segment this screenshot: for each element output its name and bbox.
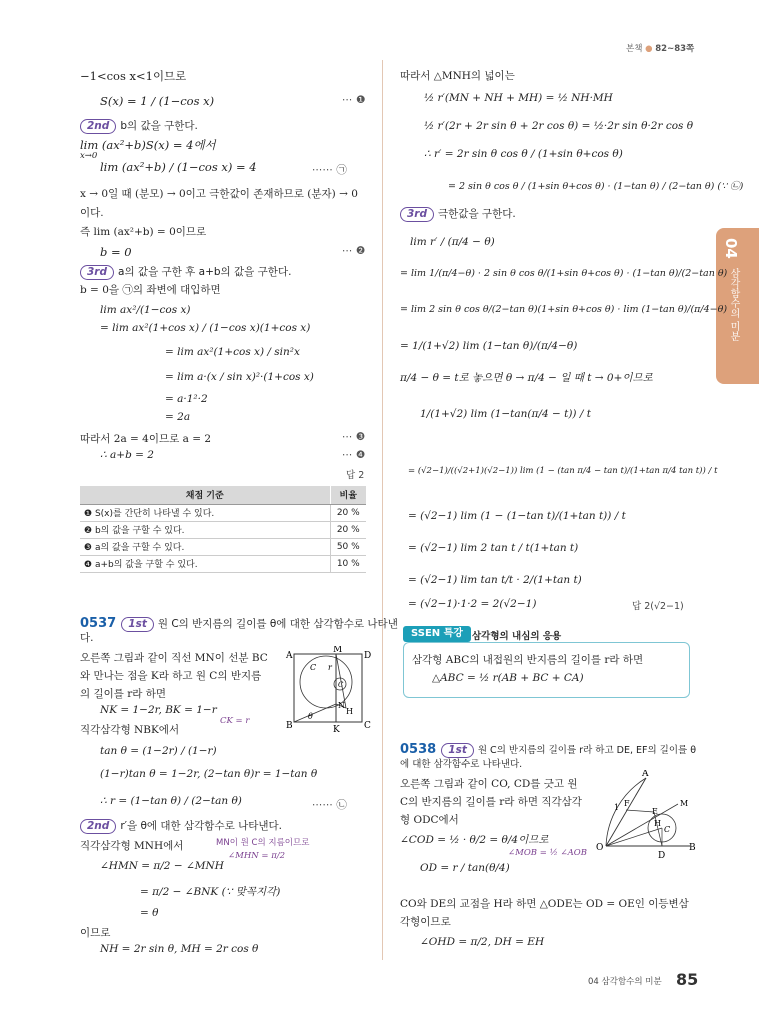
header-book-ref: 본책	[626, 44, 643, 54]
right-line-8: = lim 2 sin θ cos θ/(2−tan θ)(1+sin θ+cos θ) · lim (1−tan θ)/(π/4−θ)	[400, 304, 728, 315]
fig537-label: M	[333, 646, 343, 655]
left-line-6: 이다.	[80, 207, 104, 219]
fig538-label: D	[658, 851, 666, 860]
fig538-label: H	[654, 819, 661, 828]
score-header-criteria: 채점 기준	[80, 486, 330, 504]
left-math-1a: lim ax²/(1−cos x)	[100, 304, 191, 316]
right-line-6: lim r′ / (π/4 − θ)	[410, 236, 495, 248]
fig538-label: M	[680, 799, 689, 808]
left-ref-1: ⋯ ❶	[342, 94, 366, 106]
problem-number: 0537	[80, 616, 117, 631]
p537-line-9: 직각삼각형 MNH에서	[80, 840, 184, 852]
score-pct: 20 %	[330, 504, 366, 521]
fig538-label: 1	[614, 803, 620, 812]
ssen-box	[403, 642, 690, 698]
score-marker: ❷	[84, 526, 93, 536]
right-step3-text: 극한값을 구한다.	[438, 208, 516, 220]
p537-step2-text: r′을 θ에 대한 삼각함수로 나타낸다.	[120, 820, 282, 832]
fig537-label: θ	[308, 712, 313, 721]
figure-0537	[284, 646, 372, 734]
p537-line-4-note: CK = r	[220, 716, 250, 726]
left-step2-text: b의 값을 구한다.	[120, 120, 198, 132]
p537-line-5: 직각삼각형 NBK에서	[80, 724, 180, 736]
left-step3-text: a의 값을 구한 후 a+b의 값을 구한다.	[118, 266, 292, 278]
right-line-13: = (√2−1) lim (1 − (1−tan t)/(1+tan t)) / t	[408, 510, 626, 522]
fig538-label: B	[689, 843, 696, 853]
score-header-ratio: 비율	[330, 486, 366, 504]
step-1st-badge: 1st	[121, 617, 154, 632]
header-pages: 82~83쪽	[655, 44, 695, 54]
score-text: a의 값을 구할 수 있다.	[94, 543, 185, 553]
fig537-label: B	[286, 721, 293, 731]
right-line-3: ½ r′(2r + 2r sin θ + 2r cos θ) = ½·2r sin θ·2r cos θ	[424, 120, 694, 132]
problem-number: 0538	[400, 742, 437, 757]
p538-line-5: OD = r / tan(θ/4)	[420, 862, 510, 874]
left-line-8: b = 0	[100, 245, 132, 259]
ssen-line-2: △ABC = ½ r(AB + BC + CA)	[432, 672, 584, 684]
ssen-title: 삼각형의 내심의 응용	[472, 631, 562, 642]
left-line-3: lim (ax²+b)S(x) = 4에서	[80, 138, 216, 152]
step-3rd-badge: 3rd	[400, 207, 434, 222]
left-step3	[80, 264, 291, 280]
score-text: S(x)를 간단히 나타낼 수 있다.	[94, 509, 215, 519]
step-2nd-badge: 2nd	[80, 819, 116, 834]
p538-line-1: 오른쪽 그림과 같이 CO, CD를 긋고 원	[400, 778, 578, 790]
p537-title-a: 원 C의 반지름의 길이를 θ에 대한 삼각함수로 나타낸	[157, 618, 398, 630]
problem-0537-title	[80, 612, 398, 632]
left-line-9: b = 0을 ㉠의 좌변에 대입하면	[80, 284, 221, 296]
fig537-label: N	[338, 701, 345, 710]
p537-line-1: 오른쪽 그림과 같이 직선 MN이 선분 BC	[80, 652, 268, 664]
figure-0538	[594, 770, 698, 860]
p537-line-13: 이므로	[80, 927, 111, 939]
left-ref-3: ⋯ ❸	[342, 431, 366, 443]
fig538-label: E	[652, 807, 658, 816]
left-math-1b: = lim ax²(1+cos x) / (1−cos x)(1+cos x)	[100, 322, 311, 334]
p537-line-10: ∠HMN = π/2 − ∠MNH	[100, 860, 224, 872]
left-math-2: = lim ax²(1+cos x) / sin²x	[165, 346, 300, 358]
p537-line-6: tan θ = (1−2r) / (1−r)	[100, 745, 217, 757]
left-line-2: S(x) = 1 / (1−cos x)	[100, 94, 215, 108]
score-text: b의 값을 구할 수 있다.	[94, 526, 185, 536]
right-line-11: 1/(1+√2) lim (1−tan(π/4 − t)) / t	[420, 408, 591, 420]
table-row	[80, 555, 366, 572]
fig537-label: D	[364, 651, 372, 661]
fig538-label: C	[664, 825, 671, 834]
fig537-label: C	[364, 721, 371, 731]
ssen-badge: SSEN 특강	[403, 626, 471, 642]
p537-title-b: 다.	[80, 632, 94, 644]
score-marker: ❹	[84, 560, 93, 570]
score-marker: ❸	[84, 543, 93, 553]
p537-line-11: = π/2 − ∠BNK (∵ 맞꼭지각)	[140, 886, 281, 898]
p537-line-2: 와 만나는 점을 K라 하고 원 C의 반지름	[80, 670, 262, 682]
p538-line-7: 각형이므로	[400, 916, 451, 928]
right-line-15: = (√2−1) lim tan t/t · 2/(1+tan t)	[408, 574, 582, 586]
right-line-5: = 2 sin θ cos θ / (1+sin θ+cos θ) · (1−tan θ) / (2−tan θ) (∵ ㉡)	[448, 181, 744, 192]
step-2nd-badge: 2nd	[80, 119, 116, 134]
p537-step2	[80, 818, 282, 834]
ssen-line-1: 삼각형 ABC의 내접원의 반지름의 길이를 r라 하면	[412, 654, 644, 666]
right-step3	[400, 206, 516, 222]
fig537-label: C	[338, 681, 344, 689]
footer-chapter: 04 삼각함수의 미분	[588, 977, 662, 987]
table-row	[80, 538, 366, 555]
p537-line-9-note: MN이 원 C의 지름이므로	[216, 838, 310, 848]
right-line-10: π/4 − θ = t로 놓으면 θ → π/4 − 일 때 t → 0+이므로	[400, 372, 653, 384]
table-row	[80, 521, 366, 538]
table-row	[80, 504, 366, 521]
score-table	[80, 486, 366, 573]
p537-line-7: (1−r)tan θ = 1−2r, (2−tan θ)r = 1−tan θ	[100, 768, 318, 780]
score-text: a+b의 값을 구할 수 있다.	[94, 560, 198, 570]
left-ref-4: ⋯ ❹	[342, 449, 366, 461]
score-pct: 50 %	[330, 538, 366, 555]
fig538-label: F	[624, 799, 630, 808]
left-math-5: = 2a	[165, 411, 191, 423]
left-line-5: x → 0일 때 (분모) → 0이고 극한값이 존재하므로 (분자) → 0	[80, 188, 358, 200]
left-math-4: = a·1²·2	[165, 393, 208, 405]
left-line-11: ∴ a+b = 2	[100, 449, 154, 461]
p538-line-8: ∠OHD = π/2, DH = EH	[420, 936, 545, 948]
score-pct: 20 %	[330, 521, 366, 538]
p538-line-2: C의 반지름의 길이를 r라 하면 직각삼각	[400, 796, 582, 808]
score-pct: 10 %	[330, 555, 366, 572]
p537-line-12: = θ	[140, 907, 159, 919]
p538-line-3: 형 ODC에서	[400, 814, 459, 826]
fig537-label: H	[346, 707, 353, 716]
fig538-label: A	[642, 770, 649, 779]
p537-line-3: 의 길이를 r라 하면	[80, 688, 167, 700]
p537-line-14: NH = 2r sin θ, MH = 2r cos θ	[100, 943, 259, 955]
right-line-16: = (√2−1)·1·2 = 2(√2−1)	[408, 598, 537, 610]
right-line-2: ½ r′(MN + NH + MH) = ½ NH·MH	[424, 92, 613, 104]
fig537-label: C	[310, 663, 317, 672]
right-answer: 답 2(√2−1)	[632, 601, 684, 612]
page-number: 85	[676, 970, 699, 989]
step-3rd-badge: 3rd	[80, 265, 114, 280]
left-step2	[80, 118, 198, 134]
left-math-3: = lim a·(x / sin x)²·(1+cos x)	[165, 371, 314, 383]
score-marker: ❶	[84, 509, 93, 519]
left-line-7: 즉 lim (ax²+b) = 0이므로	[80, 226, 207, 238]
problem-0538-title	[400, 738, 696, 758]
fig538-label: O	[596, 843, 604, 853]
fig537-label: A	[286, 651, 293, 661]
left-line-10: 따라서 2a = 4이므로 a = 2	[80, 433, 212, 445]
left-line-3-sub: x→0	[80, 151, 98, 161]
p538-line-4-note: ∠MOB = ½ ∠AOB	[508, 848, 587, 858]
p538-line-4: ∠COD = ½ · θ/2 = θ/4이므로	[400, 834, 549, 846]
right-line-1: 따라서 △MNH의 넓이는	[400, 70, 515, 82]
right-line-14: = (√2−1) lim 2 tan t / t(1+tan t)	[408, 542, 579, 554]
left-ref-a: ⋯⋯ ㉠	[312, 164, 347, 176]
p537-line-8: ∴ r = (1−tan θ) / (2−tan θ)	[100, 795, 242, 807]
right-line-4: ∴ r′ = 2r sin θ cos θ / (1+sin θ+cos θ)	[424, 148, 623, 160]
p538-title-b: 에 대한 삼각함수로 나타낸다.	[400, 759, 523, 770]
column-divider	[382, 60, 383, 960]
fig537-label: r	[328, 663, 332, 672]
p537-line-9-note2: ∠MHN = π/2	[228, 851, 286, 861]
left-line-1: −1<cos x<1이므로	[80, 69, 187, 83]
p538-title-a: 원 C의 반지름의 길이를 r라 하고 DE, EF의 길이를 θ	[477, 745, 697, 756]
right-line-12: = (√2−1)/((√2+1)(√2−1)) lim (1 − (tan π/4 − tan t)/(1+tan π/4 tan t)) / t	[408, 466, 718, 476]
left-ref-2: ⋯ ❷	[342, 245, 366, 257]
step-1st-badge: 1st	[441, 743, 474, 758]
fig537-label: K	[333, 725, 340, 734]
header-ref: 본책 ● 82~83쪽	[626, 44, 695, 54]
right-line-7: = lim 1/(π/4−θ) · 2 sin θ cos θ/(1+sin θ+cos θ) · (1−tan θ)/(2−tan θ)	[400, 268, 728, 279]
chapter-tab-title: 삼각함수의 미분	[728, 268, 739, 342]
p538-line-6: CO와 DE의 교점을 H라 하면 △ODE는 OD = OE인 이등변삼	[400, 898, 689, 910]
left-answer: 답 2	[346, 470, 365, 481]
p537-ref-b: ⋯⋯ ㉡	[312, 799, 347, 811]
chapter-tab-num: 04	[722, 238, 740, 259]
left-line-4: lim (ax²+b) / (1−cos x) = 4	[100, 160, 257, 174]
p537-line-4: NK = 1−2r, BK = 1−r	[100, 704, 217, 716]
right-line-9: = 1/(1+√2) lim (1−tan θ)/(π/4−θ)	[400, 340, 578, 352]
